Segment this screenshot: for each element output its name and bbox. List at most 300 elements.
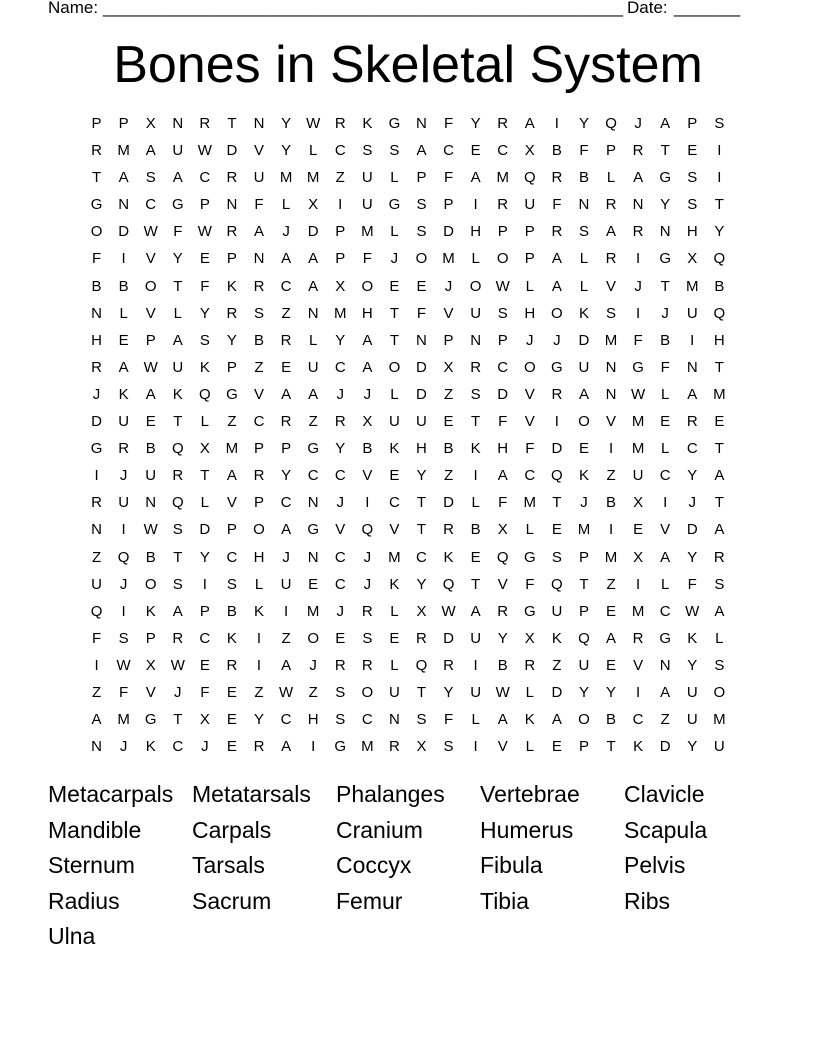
grid-letter: J [336, 602, 344, 620]
grid-letter: Y [254, 711, 265, 729]
grid-letter: Z [281, 629, 291, 647]
grid-letter: A [145, 385, 156, 403]
word-list-item: Fibula [480, 852, 543, 878]
grid-letter: L [390, 602, 399, 620]
grid-letter: R [443, 521, 454, 539]
grid-letter: R [334, 115, 346, 132]
grid-letter: R [361, 602, 373, 620]
grid-letter: C [253, 413, 265, 431]
grid-letter: Q [171, 494, 184, 512]
grid-letter: A [91, 711, 102, 729]
word-list-item: Pelvis [624, 852, 686, 878]
grid-letter: R [334, 656, 346, 674]
grid-letter: D [226, 142, 238, 160]
grid-letter: Z [227, 413, 237, 431]
grid-letter: T [579, 575, 589, 593]
grid-letter: S [389, 142, 400, 160]
grid-letter: E [118, 331, 129, 349]
grid-letter: N [91, 521, 102, 539]
grid-letter: U [578, 656, 590, 674]
grid-letter: Z [606, 575, 616, 593]
grid-letter: S [416, 196, 427, 214]
grid-letter: V [497, 575, 508, 593]
grid-letter: L [200, 494, 210, 512]
grid-letter: E [226, 683, 237, 701]
grid-row [83, 327, 733, 354]
grid-letter: I [256, 656, 262, 674]
grid-letter: C [199, 169, 211, 187]
grid-letter: N [659, 223, 671, 241]
grid-letter: X [416, 738, 427, 756]
grid-letter: Q [361, 521, 374, 539]
grid-letter: U [172, 358, 184, 376]
grid-row [83, 489, 733, 516]
grid-letter: Y [199, 304, 210, 322]
grid-letter: F [660, 358, 670, 376]
grid-letter: G [334, 738, 347, 756]
grid-letter: U [118, 413, 130, 431]
grid-letter: O [469, 277, 482, 295]
grid-letter: T [714, 196, 724, 214]
grid-letter: U [172, 142, 184, 160]
grid-letter: W [279, 683, 294, 701]
grid-letter: T [606, 738, 616, 756]
grid-letter: M [604, 331, 618, 349]
word-list-item: Ulna [48, 923, 96, 949]
grid-letter: U [91, 575, 102, 593]
grid-letter: F [91, 250, 102, 268]
grid-letter: A [416, 142, 427, 160]
grid-letter: M [306, 602, 320, 620]
grid-letter: O [253, 521, 265, 539]
grid-letter: N [416, 115, 427, 132]
grid-letter: U [416, 413, 427, 431]
grid-letter: I [608, 440, 614, 458]
grid-letter: C [172, 738, 184, 756]
grid-letter: Q [551, 575, 563, 593]
grid-letter: S [470, 385, 481, 403]
grid-letter: I [202, 575, 207, 593]
grid-letter: C [199, 629, 211, 647]
grid-letter: W [143, 521, 158, 539]
grid-letter: P [443, 196, 454, 214]
grid-letter: B [606, 494, 617, 512]
grid-letter: H [524, 304, 536, 322]
grid-letter: R [632, 223, 644, 241]
grid-letter: N [91, 738, 102, 756]
grid-row [83, 706, 733, 733]
grid-letter: W [170, 656, 185, 674]
grid-letter: G [659, 250, 672, 268]
grid-letter: L [254, 575, 264, 593]
grid-row [83, 218, 733, 245]
grid-letter: T [714, 440, 724, 458]
grid-letter: V [443, 304, 454, 322]
grid-letter: G [659, 629, 672, 647]
grid-letter: O [388, 358, 401, 376]
word-list-item: Sacrum [192, 887, 272, 914]
grid-row [83, 164, 733, 191]
grid-letter: R [280, 331, 292, 349]
word-list-item: Radius [48, 887, 120, 914]
grid-letter: E [335, 629, 346, 647]
grid-letter: R [551, 169, 563, 187]
grid-letter: B [226, 602, 237, 620]
grid-letter: J [336, 385, 344, 403]
grid-letter: Q [523, 169, 536, 187]
grid-letter: A [172, 169, 183, 187]
grid-letter: S [578, 223, 589, 241]
grid-letter: U [524, 196, 536, 214]
grid-letter: P [118, 115, 129, 132]
grid-row [83, 733, 733, 760]
grid-letter: Y [714, 223, 725, 241]
grid-letter: P [281, 440, 292, 458]
grid-letter: U [686, 304, 698, 322]
grid-letter: L [200, 413, 210, 431]
grid-letter: R [226, 656, 238, 674]
grid-letter: K [226, 629, 237, 647]
grid-letter: H [361, 304, 373, 322]
grid-letter: R [253, 738, 265, 756]
grid-letter: P [254, 440, 265, 458]
grid-letter: E [416, 277, 427, 295]
grid-letter: Z [660, 711, 670, 729]
grid-letter: F [443, 169, 454, 187]
word-list-item: Scapula [624, 816, 708, 843]
grid-letter: A [470, 169, 481, 187]
grid-letter: Y [578, 115, 589, 132]
grid-letter: Q [605, 115, 617, 132]
grid-letter: X [524, 629, 535, 647]
grid-letter: M [117, 711, 130, 729]
grid-letter: J [92, 385, 101, 403]
grid-row [83, 245, 733, 272]
grid-letter: Z [552, 656, 562, 674]
grid-letter: X [145, 656, 156, 674]
grid-letter: E [687, 142, 698, 160]
grid-letter: B [145, 548, 156, 566]
grid-row [83, 679, 733, 706]
grid-letter: B [551, 142, 562, 160]
word-list [48, 777, 768, 955]
grid-letter: D [443, 629, 454, 647]
grid-letter: J [119, 467, 128, 485]
grid-letter: T [173, 548, 183, 566]
grid-letter: L [390, 169, 399, 187]
grid-letter: H [470, 223, 482, 241]
grid-letter: S [497, 304, 508, 322]
grid-letter: Q [117, 548, 130, 566]
grid-letter: A [281, 656, 292, 674]
grid-letter: M [361, 738, 374, 756]
grid-letter: E [470, 142, 481, 160]
grid-letter: U [470, 304, 482, 322]
grid-letter: N [253, 115, 265, 132]
grid-letter: P [199, 602, 210, 620]
grid-letter: P [335, 250, 346, 268]
grid-letter: C [497, 142, 509, 160]
grid-letter: T [173, 277, 183, 295]
grid-letter: G [388, 196, 401, 214]
grid-letter: F [254, 196, 264, 214]
grid-letter: W [685, 602, 700, 620]
grid-letter: Z [281, 304, 291, 322]
grid-letter: L [661, 575, 670, 593]
grid-letter: V [606, 277, 617, 295]
grid-letter: Q [90, 602, 103, 620]
grid-letter: C [388, 494, 400, 512]
grid-letter: F [91, 629, 102, 647]
grid-letter: F [200, 683, 210, 701]
grid-letter: J [309, 656, 317, 674]
grid-letter: I [608, 521, 614, 539]
grid-letter: E [551, 521, 562, 539]
grid-letter: J [363, 548, 372, 566]
grid-letter: J [201, 738, 209, 756]
grid-letter: L [606, 169, 616, 187]
grid-letter: C [280, 711, 292, 729]
grid-letter: R [361, 656, 373, 674]
grid-letter: E [606, 656, 617, 674]
grid-letter: E [606, 602, 617, 620]
grid-letter: N [416, 331, 427, 349]
grid-letter: A [118, 169, 129, 187]
grid-letter: F [525, 575, 535, 593]
grid-letter: I [690, 331, 695, 349]
grid-letter: C [524, 467, 536, 485]
grid-letter: N [605, 385, 617, 403]
grid-letter: A [362, 331, 373, 349]
grid-letter: U [307, 358, 319, 376]
grid-letter: L [661, 440, 670, 458]
grid-letter: P [91, 115, 102, 132]
grid-letter: L [390, 223, 399, 241]
grid-letter: S [714, 656, 725, 674]
grid-letter: C [334, 142, 346, 160]
grid-letter: X [633, 548, 644, 566]
grid-letter: X [199, 440, 210, 458]
grid-letter: E [281, 358, 292, 376]
grid-letter: L [525, 683, 534, 701]
grid-letter: T [471, 575, 481, 593]
grid-letter: F [687, 575, 697, 593]
grid-letter: V [145, 250, 156, 268]
grid-letter: T [552, 494, 562, 512]
grid-letter: C [416, 548, 427, 566]
grid-letter: V [633, 656, 644, 674]
grid-letter: J [119, 575, 128, 593]
grid-letter: Z [91, 548, 102, 566]
grid-letter: V [524, 413, 535, 431]
grid-letter: D [578, 331, 590, 349]
grid-letter: D [307, 223, 319, 241]
grid-letter: J [282, 223, 290, 241]
grid-letter: E [145, 413, 156, 431]
grid-letter: V [497, 738, 508, 756]
grid-letter: W [143, 223, 158, 241]
grid-letter: A [633, 169, 644, 187]
grid-letter: A [145, 142, 156, 160]
grid-letter: A [551, 277, 562, 295]
grid-letter: L [525, 738, 534, 756]
grid-letter: Q [551, 467, 563, 485]
grid-letter: T [416, 683, 427, 701]
grid-letter: C [443, 142, 454, 160]
grid-letter: D [686, 521, 698, 539]
grid-letter: J [363, 385, 372, 403]
grid-letter: R [253, 467, 265, 485]
grid-letter: M [388, 548, 401, 566]
grid-letter: N [91, 304, 102, 322]
header-line [48, 0, 768, 20]
grid-row [83, 381, 733, 408]
grid-letter: Q [199, 385, 211, 403]
grid-letter: J [282, 548, 290, 566]
grid-letter: N [307, 304, 319, 322]
grid-letter: Y [281, 115, 292, 132]
grid-letter: E [389, 629, 400, 647]
grid-letter: L [579, 277, 589, 295]
word-search-grid [83, 110, 733, 760]
word-list-item: Femur [336, 887, 403, 914]
grid-letter: T [660, 142, 670, 160]
grid-letter: R [416, 629, 427, 647]
grid-letter: S [254, 304, 265, 322]
grid-letter: T [714, 494, 724, 512]
grid-letter: A [606, 223, 617, 241]
grid-letter: L [471, 711, 480, 729]
grid-letter: E [660, 413, 671, 431]
grid-letter: B [362, 440, 373, 458]
grid-letter: K [199, 358, 210, 376]
grid-letter: K [254, 602, 265, 620]
grid-letter: T [227, 115, 237, 132]
grid-letter: Y [578, 683, 589, 701]
grid-letter: H [307, 711, 319, 729]
grid-letter: I [554, 413, 559, 431]
grid-letter: M [713, 385, 726, 403]
grid-letter: N [632, 196, 644, 214]
grid-letter: R [226, 169, 238, 187]
grid-letter: B [91, 277, 102, 295]
grid-letter: T [91, 169, 102, 187]
grid-letter: K [578, 304, 589, 322]
grid-letter: K [172, 385, 183, 403]
grid-letter: N [605, 358, 617, 376]
grid-letter: Q [578, 629, 590, 647]
grid-letter: P [335, 223, 346, 241]
grid-letter: I [284, 602, 289, 620]
grid-letter: A [687, 385, 698, 403]
grid-letter: C [334, 467, 346, 485]
word-list-item: Humerus [480, 816, 574, 843]
grid-letter: S [714, 575, 725, 593]
grid-letter: A [470, 602, 481, 620]
grid-letter: S [551, 548, 562, 566]
grid-letter: A [254, 223, 265, 241]
grid-letter: E [226, 711, 237, 729]
grid-letter: Y [443, 683, 454, 701]
grid-letter: D [497, 385, 509, 403]
grid-letter: U [686, 683, 698, 701]
grid-letter: R [388, 738, 400, 756]
grid-letter: P [524, 223, 535, 241]
grid-letter: E [714, 413, 725, 431]
grid-letter: E [633, 521, 644, 539]
grid-letter: R [605, 250, 617, 268]
grid-letter: D [118, 223, 130, 241]
grid-letter: U [470, 629, 482, 647]
grid-letter: T [416, 521, 427, 539]
grid-letter: X [497, 521, 508, 539]
grid-letter: V [524, 385, 535, 403]
grid-letter: C [334, 575, 346, 593]
grid-letter: W [306, 115, 321, 132]
grid-letter: A [172, 331, 183, 349]
grid-letter: O [523, 358, 536, 376]
grid-letter: P [606, 142, 617, 160]
grid-letter: K [443, 548, 454, 566]
word-list-item: Vertebrae [480, 781, 580, 807]
word-list-item: Tarsals [192, 852, 265, 878]
grid-letter: N [388, 711, 400, 729]
grid-letter: R [497, 196, 509, 214]
grid-letter: Q [442, 575, 455, 593]
grid-letter: T [416, 494, 427, 512]
grid-letter: B [118, 277, 129, 295]
word-list-item: Coccyx [336, 852, 412, 878]
grid-letter: W [116, 656, 131, 674]
grid-letter: D [551, 683, 563, 701]
grid-letter: N [659, 656, 671, 674]
grid-letter: Q [171, 440, 184, 458]
grid-letter: J [119, 738, 128, 756]
grid-letter: X [633, 494, 644, 512]
grid-letter: S [172, 521, 183, 539]
grid-letter: H [686, 223, 698, 241]
grid-row [83, 598, 733, 625]
grid-letter: Y [281, 467, 292, 485]
grid-row [83, 408, 733, 435]
word-list-item: Phalanges [336, 781, 445, 807]
grid-letter: I [473, 467, 478, 485]
grid-letter: T [714, 358, 724, 376]
grid-letter: P [199, 196, 210, 214]
grid-letter: R [497, 602, 509, 620]
grid-letter: A [281, 250, 292, 268]
grid-letter: A [524, 115, 535, 132]
grid-letter: F [119, 683, 129, 701]
grid-letter: W [495, 277, 510, 295]
grid-letter: P [497, 223, 508, 241]
grid-letter: B [714, 277, 725, 295]
grid-letter: K [551, 629, 562, 647]
grid-letter: E [199, 656, 210, 674]
grid-letter: G [523, 602, 536, 620]
grid-letter: Y [687, 738, 698, 756]
grid-letter: V [389, 521, 400, 539]
grid-letter: A [551, 711, 562, 729]
grid-letter: A [497, 467, 508, 485]
grid-letter: N [470, 331, 482, 349]
grid-letter: A [172, 602, 183, 620]
grid-letter: B [606, 711, 617, 729]
grid-letter: S [362, 142, 373, 160]
grid-letter: I [636, 304, 641, 322]
grid-letter: F [579, 142, 589, 160]
grid-row [83, 544, 733, 571]
